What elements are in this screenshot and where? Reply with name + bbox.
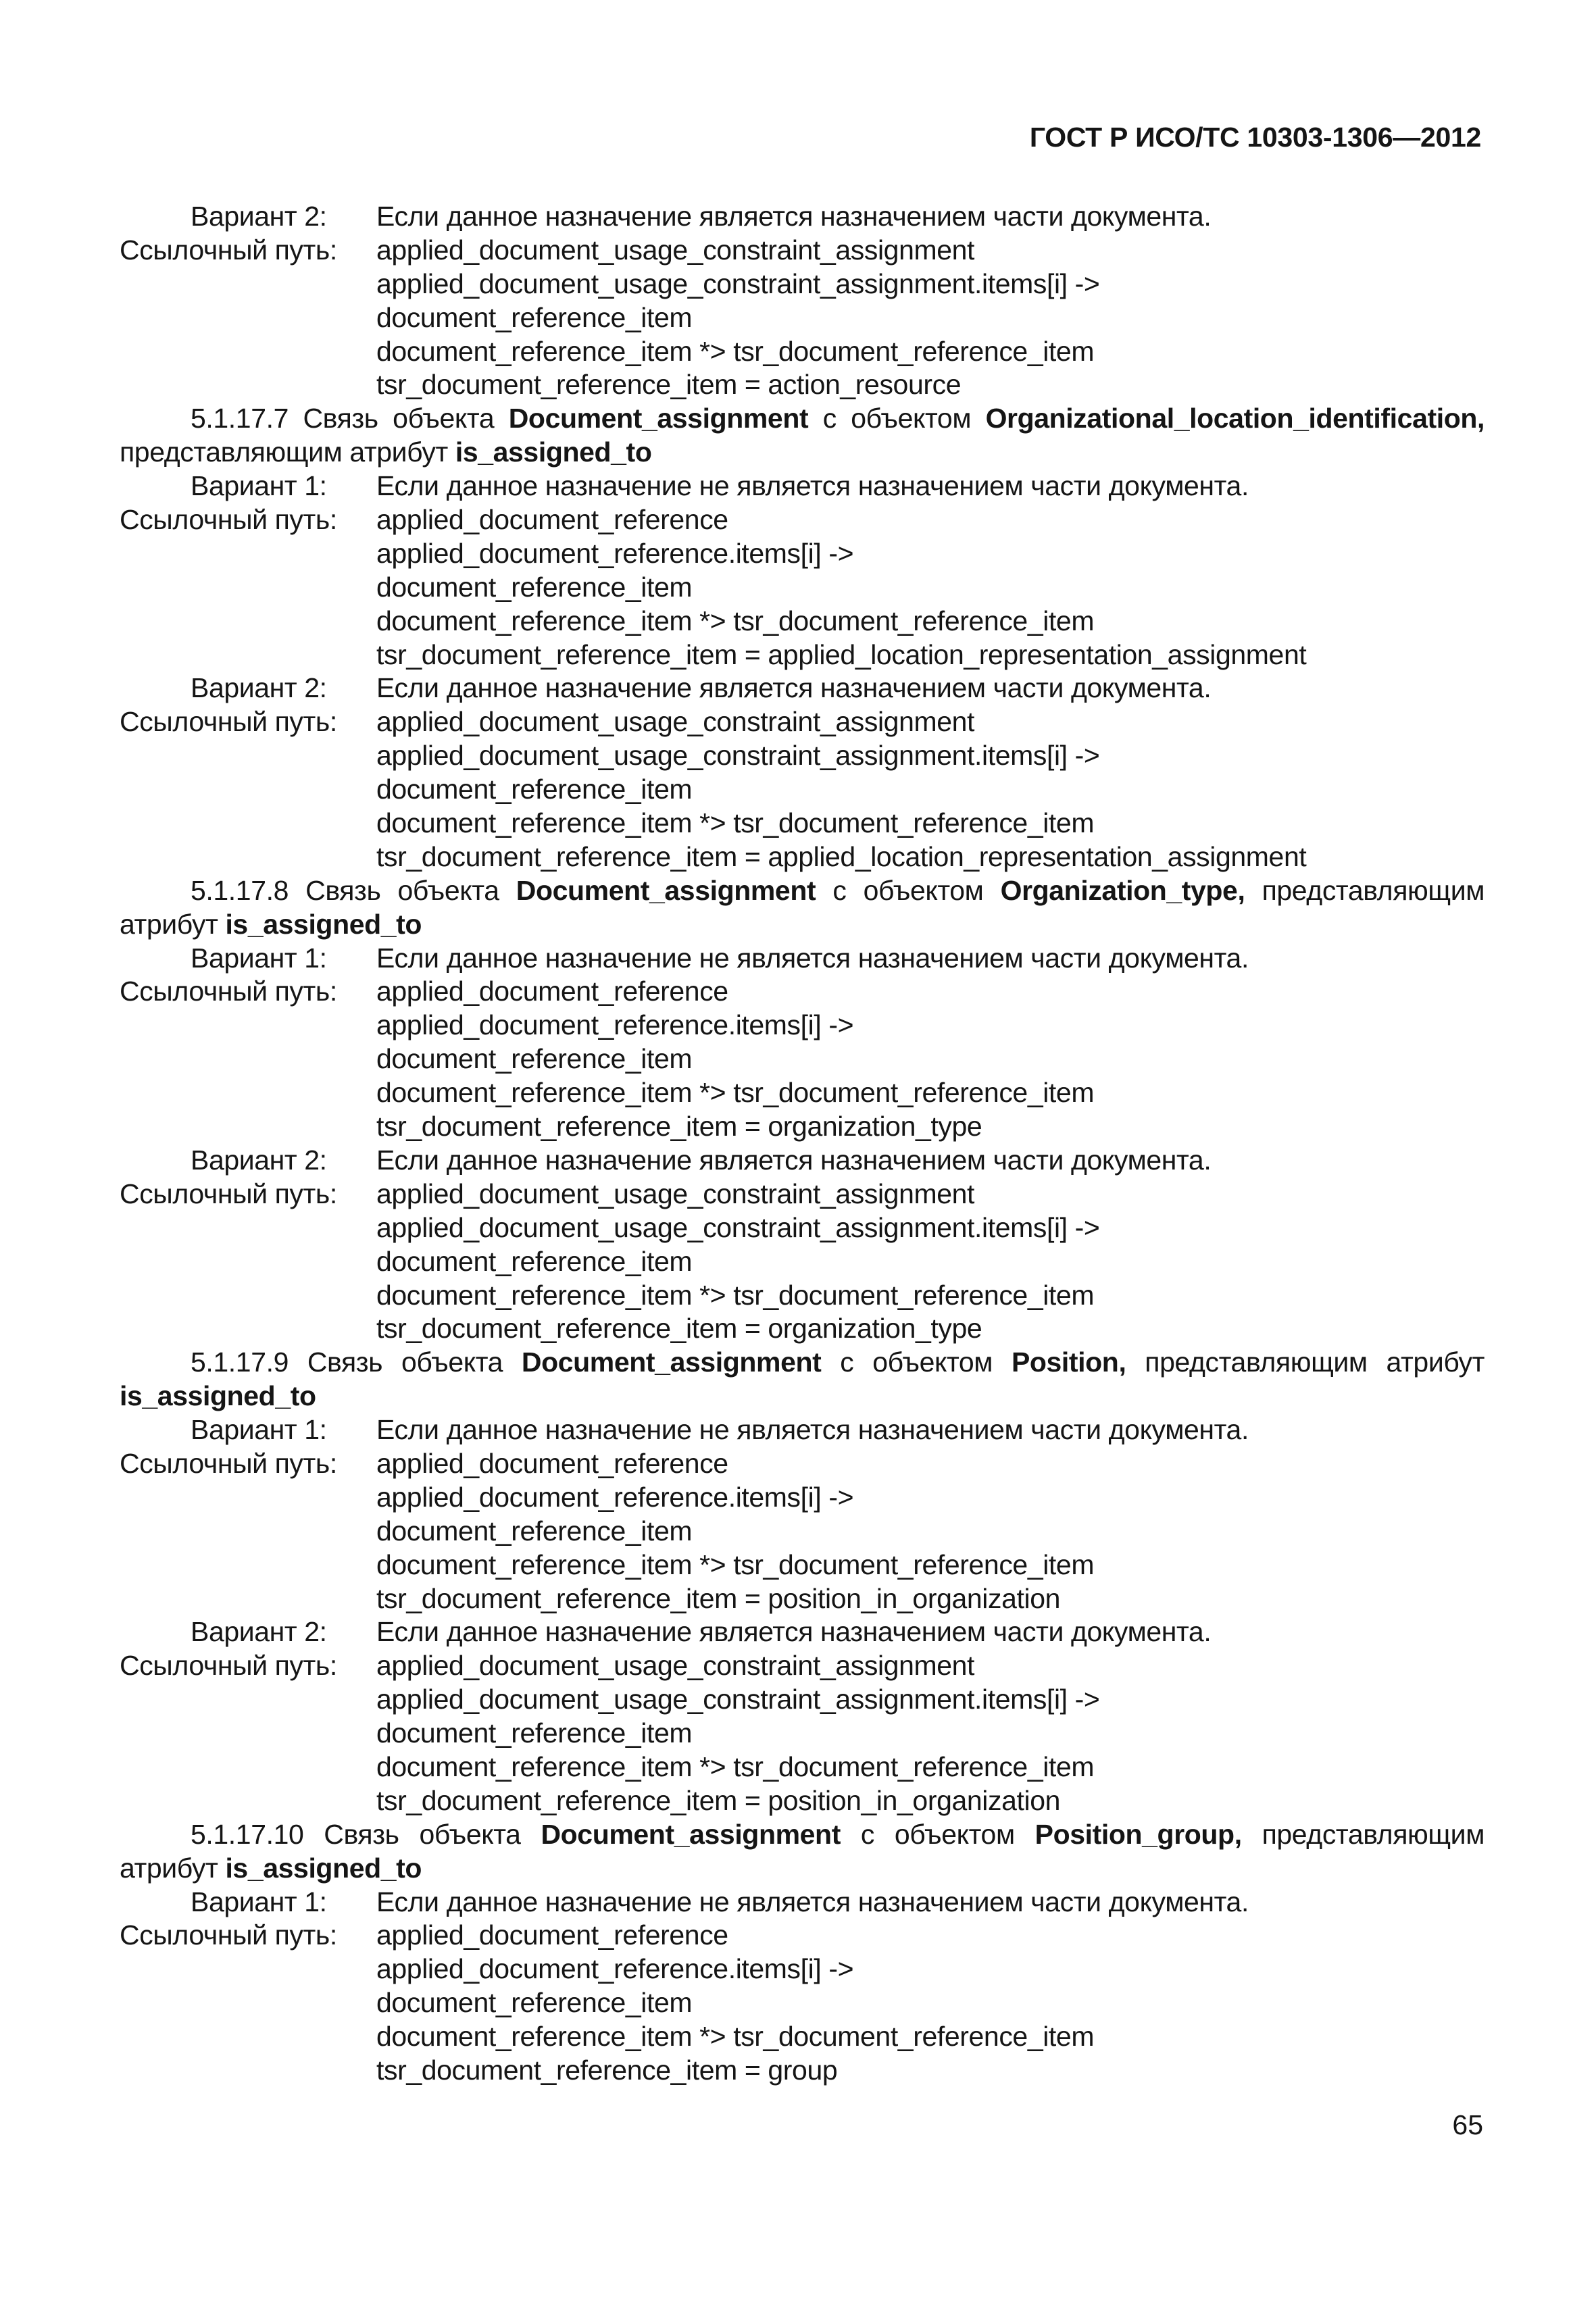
variant-label: Вариант 2: [191, 1616, 327, 1648]
ref-path-line [120, 1919, 1485, 1953]
ref-path-value: tsr_document_reference_item = position_in_organization [376, 1582, 1061, 1614]
variant-label: Вариант 2: [191, 672, 327, 704]
heading-text: 5.1.17.7 Связь объекта [191, 403, 509, 434]
heading-text: представляющим атрибут [1126, 1347, 1485, 1378]
ref-path-line [120, 2020, 1485, 2054]
ref-path-value: applied_document_reference.items[i] -> [376, 1009, 854, 1041]
ref-path-line [120, 1211, 1485, 1245]
heading-text: 5.1.17.10 Связь объекта [191, 1818, 541, 1850]
heading-target: Position_group, [1034, 1818, 1242, 1850]
heading-entity: Document_assignment [508, 403, 809, 434]
ref-path-line [120, 1110, 1485, 1144]
ref-path-value: applied_document_reference.items[i] -> [376, 537, 854, 569]
ref-path-line [120, 1582, 1485, 1616]
variant-description: Если данное назначение является назначением части документа. [376, 1616, 1212, 1648]
variant-label: Вариант 1: [191, 1886, 327, 1917]
heading-text: представляющим [1245, 874, 1485, 906]
ref-path-value: tsr_document_reference_item = organization_type [376, 1111, 982, 1142]
heading-text: с объектом [808, 403, 986, 434]
ref-path-label: Ссылочный путь: [120, 1919, 337, 1951]
variant-description: Если данное назначение не является назначением части документа. [376, 470, 1249, 502]
ref-path-label: Ссылочный путь: [120, 1650, 337, 1682]
ref-path-line [120, 1717, 1485, 1751]
ref-path-value: applied_document_usage_constraint_assignment [376, 1650, 975, 1682]
ref-path-line [120, 840, 1485, 874]
variant-line [120, 1144, 1485, 1178]
ref-path-line [120, 1549, 1485, 1582]
heading-entity: Document_assignment [521, 1347, 822, 1378]
heading-target: Position, [1011, 1347, 1126, 1378]
heading-text: атрибут [120, 1852, 226, 1884]
ref-path-line [120, 537, 1485, 571]
ref-path-value: document_reference_item [376, 571, 693, 603]
ref-path-line [120, 1515, 1485, 1549]
ref-path-value: applied_document_reference.items[i] -> [376, 1481, 854, 1513]
ref-path-value: tsr_document_reference_item = action_resource [376, 369, 962, 401]
ref-path-line [120, 268, 1485, 301]
ref-path-line [120, 1986, 1485, 2020]
section-heading-5-1-17-7 [120, 402, 1485, 436]
ref-path-line [120, 975, 1485, 1009]
ref-path-line [120, 1751, 1485, 1784]
heading-attribute: is_assigned_to [455, 436, 652, 468]
heading-text: с объектом [840, 1818, 1035, 1850]
ref-path-line [120, 368, 1485, 402]
ref-path-line [120, 1178, 1485, 1211]
section-heading-5-1-17-8 [120, 874, 1485, 908]
heading-target: Organizational_location_identification, [985, 403, 1485, 434]
variant-label: Вариант 2: [191, 1144, 327, 1176]
variant-description: Если данное назначение не является назначением части документа. [376, 1886, 1249, 1917]
ref-path-value: applied_document_usage_constraint_assignment.items[i] -> [376, 1211, 1100, 1243]
heading-text: 5.1.17.9 Связь объекта [191, 1347, 522, 1378]
variant-line [120, 672, 1485, 705]
ref-path-value: document_reference_item *> tsr_document_reference_item [376, 605, 1095, 636]
ref-path-value: document_reference_item [376, 1717, 693, 1749]
ref-path-value: document_reference_item [376, 1987, 693, 2019]
ref-path-value: document_reference_item *> tsr_document_reference_item [376, 2021, 1095, 2053]
variant-description: Если данное назначение является назначением части документа. [376, 672, 1212, 704]
ref-path-value: applied_document_usage_constraint_assignment.items[i] -> [376, 1684, 1100, 1715]
variant-label: Вариант 1: [191, 1414, 327, 1446]
ref-path-value: applied_document_usage_constraint_assignment [376, 234, 975, 266]
heading-text: атрибут [120, 908, 226, 940]
ref-path-line [120, 1312, 1485, 1346]
ref-path-label: Ссылочный путь: [120, 504, 337, 536]
ref-path-line [120, 638, 1485, 672]
ref-path-value: document_reference_item *> tsr_document_reference_item [376, 335, 1095, 367]
section-heading-continuation [120, 908, 1485, 942]
ref-path-label: Ссылочный путь: [120, 706, 337, 738]
ref-path-value: tsr_document_reference_item = applied_location_representation_assignment [376, 638, 1307, 670]
ref-path-line [120, 1447, 1485, 1481]
ref-path-line [120, 1076, 1485, 1110]
ref-path-value: applied_document_usage_constraint_assignment [376, 1178, 975, 1209]
ref-path-line [120, 571, 1485, 605]
ref-path-label: Ссылочный путь: [120, 234, 337, 266]
ref-path-value: applied_document_reference [376, 1919, 728, 1951]
ref-path-value: tsr_document_reference_item = group [376, 2054, 838, 2086]
variant-description: Если данное назначение не является назначением части документа. [376, 1414, 1249, 1446]
ref-path-line [120, 301, 1485, 335]
heading-text: представляющим атрибут [120, 436, 455, 468]
ref-path-value: applied_document_reference [376, 504, 728, 536]
ref-path-line [120, 503, 1485, 537]
variant-line [120, 1615, 1485, 1649]
ref-path-line [120, 1245, 1485, 1279]
ref-path-line [120, 1683, 1485, 1717]
ref-path-value: applied_document_usage_constraint_assignment [376, 706, 975, 738]
ref-path-value: document_reference_item [376, 1515, 693, 1546]
ref-path-value: document_reference_item *> tsr_document_reference_item [376, 1077, 1095, 1109]
variant-label: Вариант 2: [191, 201, 327, 232]
variant-description: Если данное назначение не является назначением части документа. [376, 942, 1249, 974]
ref-path-value: document_reference_item *> tsr_document_reference_item [376, 1279, 1095, 1311]
ref-path-value: document_reference_item *> tsr_document_reference_item [376, 1549, 1095, 1580]
section-heading-5-1-17-10 [120, 1818, 1485, 1852]
ref-path-line [120, 234, 1485, 268]
heading-attribute: is_assigned_to [225, 1852, 422, 1884]
ref-path-line [120, 807, 1485, 840]
ref-path-line [120, 1953, 1485, 1986]
variant-line [120, 200, 1485, 234]
variant-line [120, 1886, 1485, 1919]
ref-path-line [120, 705, 1485, 739]
variant-description: Если данное назначение является назначением части документа. [376, 201, 1212, 232]
variant-line [120, 470, 1485, 503]
ref-path-line [120, 2054, 1485, 2088]
ref-path-value: document_reference_item [376, 301, 693, 333]
ref-path-value: document_reference_item [376, 1245, 693, 1277]
ref-path-line [120, 1649, 1485, 1683]
heading-entity: Document_assignment [541, 1818, 841, 1850]
ref-path-label: Ссылочный путь: [120, 1178, 337, 1209]
heading-attribute: is_assigned_to [225, 908, 422, 940]
ref-path-value: applied_document_reference [376, 976, 728, 1007]
ref-path-line [120, 1784, 1485, 1818]
variant-label: Вариант 1: [191, 942, 327, 974]
variant-line [120, 942, 1485, 976]
ref-path-value: document_reference_item [376, 1043, 693, 1075]
heading-target: Organization_type, [1000, 874, 1245, 906]
ref-path-line [120, 1279, 1485, 1313]
ref-path-line [120, 739, 1485, 773]
ref-path-value: applied_document_reference.items[i] -> [376, 1953, 854, 1985]
page-number: 65 [1452, 2109, 1483, 2140]
heading-text: 5.1.17.8 Связь объекта [191, 874, 516, 906]
heading-text: представляющим [1241, 1818, 1485, 1850]
section-heading-continuation [120, 436, 1485, 470]
ref-path-line [120, 1481, 1485, 1515]
ref-path-label: Ссылочный путь: [120, 976, 337, 1007]
variant-label: Вариант 1: [191, 470, 327, 502]
ref-path-value: applied_document_reference [376, 1447, 728, 1479]
ref-path-line [120, 773, 1485, 807]
ref-path-value: document_reference_item [376, 774, 693, 805]
heading-attribute: is_assigned_to [120, 1380, 316, 1412]
ref-path-value: tsr_document_reference_item = applied_location_representation_assignment [376, 840, 1307, 872]
ref-path-line [120, 605, 1485, 638]
ref-path-value: applied_document_usage_constraint_assignment.items[i] -> [376, 740, 1100, 772]
ref-path-line [120, 335, 1485, 369]
heading-text: с объектом [821, 1347, 1012, 1378]
ref-path-value: document_reference_item *> tsr_document_reference_item [376, 807, 1095, 839]
ref-path-value: document_reference_item *> tsr_document_reference_item [376, 1751, 1095, 1782]
section-heading-continuation [120, 1380, 1485, 1413]
document-header: ГОСТ Р ИСО/ТС 10303-1306—2012 [1029, 122, 1481, 153]
ref-path-value: tsr_document_reference_item = position_in_organization [376, 1784, 1061, 1816]
document-body [120, 200, 1485, 2088]
ref-path-value: applied_document_usage_constraint_assignment.items[i] -> [376, 268, 1100, 299]
ref-path-label: Ссылочный путь: [120, 1447, 337, 1479]
variant-line [120, 1413, 1485, 1447]
section-heading-continuation [120, 1852, 1485, 1886]
variant-description: Если данное назначение является назначением части документа. [376, 1144, 1212, 1176]
heading-entity: Document_assignment [516, 874, 816, 906]
ref-path-line [120, 1042, 1485, 1076]
ref-path-line [120, 1009, 1485, 1042]
ref-path-value: tsr_document_reference_item = organization_type [376, 1313, 982, 1344]
heading-text: с объектом [816, 874, 1001, 906]
section-heading-5-1-17-9 [120, 1346, 1485, 1380]
